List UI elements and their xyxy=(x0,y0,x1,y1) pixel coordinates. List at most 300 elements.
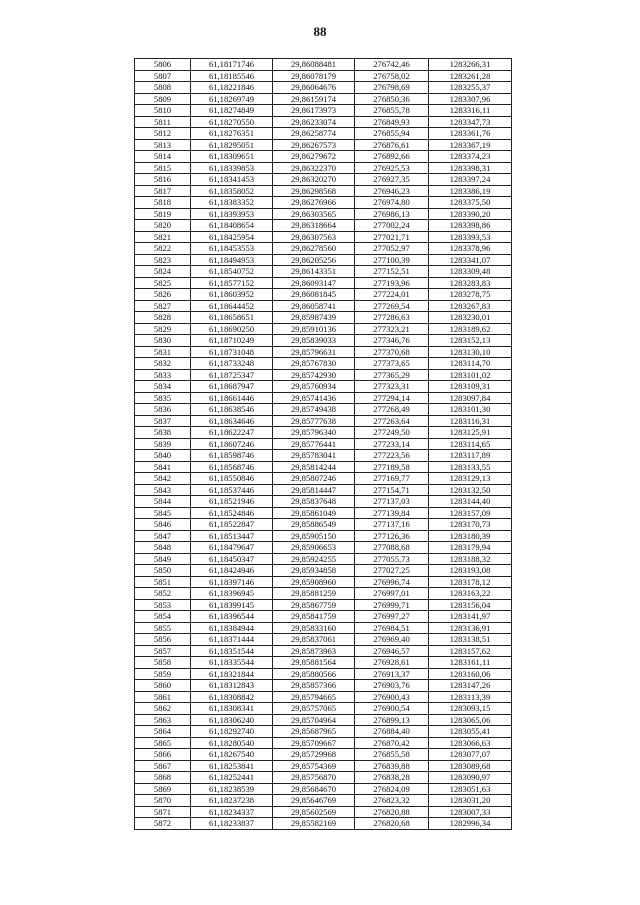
point-number-cell: 5855 xyxy=(135,622,191,634)
point-number-cell: 5821 xyxy=(135,231,191,243)
longitude-cell: 29,85646769 xyxy=(273,795,355,807)
point-number-cell: 5872 xyxy=(135,818,191,830)
x-coordinate-cell: 277152,51 xyxy=(355,266,429,278)
table-row xyxy=(135,404,512,416)
point-number-cell: 5827 xyxy=(135,300,191,312)
x-coordinate-cell: 276996,74 xyxy=(355,576,429,588)
x-coordinate-cell: 277286,63 xyxy=(355,312,429,324)
y-coordinate-cell: 1283114,70 xyxy=(429,358,512,370)
y-coordinate-cell: 1283138,51 xyxy=(429,634,512,646)
y-coordinate-cell: 1283397,24 xyxy=(429,174,512,186)
table-row xyxy=(135,220,512,232)
x-coordinate-cell: 277373,65 xyxy=(355,358,429,370)
longitude-cell: 29,86088481 xyxy=(273,59,355,71)
x-coordinate-cell: 277370,68 xyxy=(355,346,429,358)
x-coordinate-cell: 276997,27 xyxy=(355,611,429,623)
table-row xyxy=(135,680,512,692)
x-coordinate-cell: 276913,37 xyxy=(355,668,429,680)
x-coordinate-cell: 276899,13 xyxy=(355,714,429,726)
latitude-cell: 61,18425954 xyxy=(191,231,273,243)
y-coordinate-cell: 1283141,97 xyxy=(429,611,512,623)
y-coordinate-cell: 1283161,11 xyxy=(429,657,512,669)
y-coordinate-cell: 1283129,13 xyxy=(429,473,512,485)
x-coordinate-cell: 276974,80 xyxy=(355,197,429,209)
y-coordinate-cell: 1282996,34 xyxy=(429,818,512,830)
longitude-cell: 29,86173973 xyxy=(273,105,355,117)
latitude-cell: 61,18267540 xyxy=(191,749,273,761)
x-coordinate-cell: 276876,61 xyxy=(355,139,429,151)
x-coordinate-cell: 277055,73 xyxy=(355,553,429,565)
y-coordinate-cell: 1283178,12 xyxy=(429,576,512,588)
point-number-cell: 5830 xyxy=(135,335,191,347)
point-number-cell: 5818 xyxy=(135,197,191,209)
x-coordinate-cell: 277137,16 xyxy=(355,519,429,531)
latitude-cell: 61,18234337 xyxy=(191,806,273,818)
table-row xyxy=(135,599,512,611)
latitude-cell: 61,18424946 xyxy=(191,565,273,577)
table-row xyxy=(135,461,512,473)
table-row xyxy=(135,772,512,784)
table-row xyxy=(135,59,512,71)
point-number-cell: 5848 xyxy=(135,542,191,554)
point-number-cell: 5866 xyxy=(135,749,191,761)
page-number: 88 xyxy=(313,24,327,39)
x-coordinate-cell: 276824,09 xyxy=(355,783,429,795)
longitude-cell: 29,85924255 xyxy=(273,553,355,565)
table-row xyxy=(135,450,512,462)
latitude-cell: 61,18312843 xyxy=(191,680,273,692)
y-coordinate-cell: 1283367,19 xyxy=(429,139,512,151)
x-coordinate-cell: 277137,03 xyxy=(355,496,429,508)
point-number-cell: 5845 xyxy=(135,507,191,519)
point-number-cell: 5843 xyxy=(135,484,191,496)
x-coordinate-cell: 276742,46 xyxy=(355,59,429,71)
longitude-cell: 29,85754369 xyxy=(273,760,355,772)
x-coordinate-cell: 277223,56 xyxy=(355,450,429,462)
table-row xyxy=(135,749,512,761)
table-row xyxy=(135,818,512,830)
table-row xyxy=(135,760,512,772)
table-row xyxy=(135,438,512,450)
y-coordinate-cell: 1283130,10 xyxy=(429,346,512,358)
latitude-cell: 61,18270550 xyxy=(191,116,273,128)
table-row xyxy=(135,174,512,186)
x-coordinate-cell: 276855,58 xyxy=(355,749,429,761)
longitude-cell: 29,85861049 xyxy=(273,507,355,519)
y-coordinate-cell: 1283136,91 xyxy=(429,622,512,634)
x-coordinate-cell: 276969,40 xyxy=(355,634,429,646)
point-number-cell: 5834 xyxy=(135,381,191,393)
longitude-cell: 29,86258774 xyxy=(273,128,355,140)
table-row xyxy=(135,128,512,140)
x-coordinate-cell: 277268,49 xyxy=(355,404,429,416)
point-number-cell: 5810 xyxy=(135,105,191,117)
longitude-cell: 29,85839033 xyxy=(273,335,355,347)
point-number-cell: 5823 xyxy=(135,254,191,266)
longitude-cell: 29,85807246 xyxy=(273,473,355,485)
longitude-cell: 29,85783041 xyxy=(273,450,355,462)
y-coordinate-cell: 1283375,50 xyxy=(429,197,512,209)
table-row xyxy=(135,197,512,209)
longitude-cell: 29,85910136 xyxy=(273,323,355,335)
y-coordinate-cell: 1283007,33 xyxy=(429,806,512,818)
longitude-cell: 29,85908960 xyxy=(273,576,355,588)
latitude-cell: 61,18577152 xyxy=(191,277,273,289)
y-coordinate-cell: 1283398,86 xyxy=(429,220,512,232)
x-coordinate-cell: 277323,31 xyxy=(355,381,429,393)
longitude-cell: 29,85757065 xyxy=(273,703,355,715)
longitude-cell: 29,85796340 xyxy=(273,427,355,439)
x-coordinate-cell: 277365,29 xyxy=(355,369,429,381)
point-number-cell: 5847 xyxy=(135,530,191,542)
x-coordinate-cell: 276946,57 xyxy=(355,645,429,657)
y-coordinate-cell: 1283051,63 xyxy=(429,783,512,795)
x-coordinate-cell: 277126,36 xyxy=(355,530,429,542)
x-coordinate-cell: 276986,13 xyxy=(355,208,429,220)
longitude-cell: 29,85729968 xyxy=(273,749,355,761)
table-row xyxy=(135,588,512,600)
y-coordinate-cell: 1283283,83 xyxy=(429,277,512,289)
x-coordinate-cell: 276820,88 xyxy=(355,806,429,818)
latitude-cell: 61,18371444 xyxy=(191,634,273,646)
latitude-cell: 61,18521946 xyxy=(191,496,273,508)
latitude-cell: 61,18252441 xyxy=(191,772,273,784)
point-number-cell: 5852 xyxy=(135,588,191,600)
latitude-cell: 61,18308341 xyxy=(191,703,273,715)
table-row xyxy=(135,185,512,197)
x-coordinate-cell: 276928,61 xyxy=(355,657,429,669)
table-row xyxy=(135,208,512,220)
y-coordinate-cell: 1283378,96 xyxy=(429,243,512,255)
point-number-cell: 5846 xyxy=(135,519,191,531)
x-coordinate-cell: 277021,71 xyxy=(355,231,429,243)
x-coordinate-cell: 277249,50 xyxy=(355,427,429,439)
longitude-cell: 29,86064676 xyxy=(273,82,355,94)
point-number-cell: 5836 xyxy=(135,404,191,416)
point-number-cell: 5844 xyxy=(135,496,191,508)
y-coordinate-cell: 1283361,76 xyxy=(429,128,512,140)
x-coordinate-cell: 276798,69 xyxy=(355,82,429,94)
table-row xyxy=(135,530,512,542)
point-number-cell: 5868 xyxy=(135,772,191,784)
longitude-cell: 29,86278560 xyxy=(273,243,355,255)
latitude-cell: 61,18607246 xyxy=(191,438,273,450)
latitude-cell: 61,18339853 xyxy=(191,162,273,174)
point-number-cell: 5826 xyxy=(135,289,191,301)
latitude-cell: 61,18295051 xyxy=(191,139,273,151)
longitude-cell: 29,85934858 xyxy=(273,565,355,577)
latitude-cell: 61,18634646 xyxy=(191,415,273,427)
x-coordinate-cell: 277263,64 xyxy=(355,415,429,427)
y-coordinate-cell: 1283065,06 xyxy=(429,714,512,726)
longitude-cell: 29,85880566 xyxy=(273,668,355,680)
latitude-cell: 61,18731048 xyxy=(191,346,273,358)
table-row xyxy=(135,369,512,381)
x-coordinate-cell: 277224,01 xyxy=(355,289,429,301)
table-row xyxy=(135,473,512,485)
latitude-cell: 61,18622247 xyxy=(191,427,273,439)
table-row xyxy=(135,726,512,738)
table-row xyxy=(135,392,512,404)
x-coordinate-cell: 276900,54 xyxy=(355,703,429,715)
y-coordinate-cell: 1283398,31 xyxy=(429,162,512,174)
latitude-cell: 61,18358052 xyxy=(191,185,273,197)
latitude-cell: 61,18335544 xyxy=(191,657,273,669)
table-row xyxy=(135,312,512,324)
point-number-cell: 5859 xyxy=(135,668,191,680)
x-coordinate-cell: 276892,66 xyxy=(355,151,429,163)
x-coordinate-cell: 276823,32 xyxy=(355,795,429,807)
point-number-cell: 5825 xyxy=(135,277,191,289)
longitude-cell: 29,85881564 xyxy=(273,657,355,669)
x-coordinate-cell: 276820,68 xyxy=(355,818,429,830)
point-number-cell: 5829 xyxy=(135,323,191,335)
y-coordinate-cell: 1283393,53 xyxy=(429,231,512,243)
x-coordinate-cell: 276850,36 xyxy=(355,93,429,105)
table-row xyxy=(135,806,512,818)
y-coordinate-cell: 1283309,48 xyxy=(429,266,512,278)
longitude-cell: 29,85582169 xyxy=(273,818,355,830)
x-coordinate-cell: 276903,76 xyxy=(355,680,429,692)
longitude-cell: 29,85867759 xyxy=(273,599,355,611)
y-coordinate-cell: 1283341,07 xyxy=(429,254,512,266)
table-row xyxy=(135,139,512,151)
latitude-cell: 61,18383352 xyxy=(191,197,273,209)
table-row xyxy=(135,82,512,94)
x-coordinate-cell: 277269,54 xyxy=(355,300,429,312)
y-coordinate-cell: 1283125,91 xyxy=(429,427,512,439)
table-row xyxy=(135,795,512,807)
longitude-cell: 29,85794665 xyxy=(273,691,355,703)
longitude-cell: 29,86233074 xyxy=(273,116,355,128)
table-row xyxy=(135,346,512,358)
y-coordinate-cell: 1283230,01 xyxy=(429,312,512,324)
point-number-cell: 5860 xyxy=(135,680,191,692)
point-number-cell: 5864 xyxy=(135,726,191,738)
x-coordinate-cell: 276999,71 xyxy=(355,599,429,611)
y-coordinate-cell: 1283113,39 xyxy=(429,691,512,703)
y-coordinate-cell: 1283157,62 xyxy=(429,645,512,657)
point-number-cell: 5824 xyxy=(135,266,191,278)
latitude-cell: 61,18494953 xyxy=(191,254,273,266)
y-coordinate-cell: 1283097,84 xyxy=(429,392,512,404)
longitude-cell: 29,86143351 xyxy=(273,266,355,278)
point-number-cell: 5812 xyxy=(135,128,191,140)
latitude-cell: 61,18524846 xyxy=(191,507,273,519)
point-number-cell: 5816 xyxy=(135,174,191,186)
point-number-cell: 5806 xyxy=(135,59,191,71)
latitude-cell: 61,18396544 xyxy=(191,611,273,623)
latitude-cell: 61,18710249 xyxy=(191,335,273,347)
table-row xyxy=(135,415,512,427)
longitude-cell: 29,86298568 xyxy=(273,185,355,197)
table-row xyxy=(135,151,512,163)
point-number-cell: 5817 xyxy=(135,185,191,197)
longitude-cell: 29,85704964 xyxy=(273,714,355,726)
latitude-cell: 61,18522847 xyxy=(191,519,273,531)
y-coordinate-cell: 1283170,73 xyxy=(429,519,512,531)
latitude-cell: 61,18274849 xyxy=(191,105,273,117)
y-coordinate-cell: 1283116,31 xyxy=(429,415,512,427)
latitude-cell: 61,18687947 xyxy=(191,381,273,393)
longitude-cell: 29,85905150 xyxy=(273,530,355,542)
point-number-cell: 5835 xyxy=(135,392,191,404)
x-coordinate-cell: 276855,78 xyxy=(355,105,429,117)
point-number-cell: 5850 xyxy=(135,565,191,577)
longitude-cell: 29,85602569 xyxy=(273,806,355,818)
table-row xyxy=(135,783,512,795)
y-coordinate-cell: 1283117,89 xyxy=(429,450,512,462)
x-coordinate-cell: 276870,42 xyxy=(355,737,429,749)
x-coordinate-cell: 277193,96 xyxy=(355,277,429,289)
y-coordinate-cell: 1283267,83 xyxy=(429,300,512,312)
latitude-cell: 61,18253841 xyxy=(191,760,273,772)
latitude-cell: 61,18733248 xyxy=(191,358,273,370)
y-coordinate-cell: 1283093,15 xyxy=(429,703,512,715)
latitude-cell: 61,18479647 xyxy=(191,542,273,554)
x-coordinate-cell: 276884,40 xyxy=(355,726,429,738)
y-coordinate-cell: 1283266,31 xyxy=(429,59,512,71)
x-coordinate-cell: 276997,01 xyxy=(355,588,429,600)
latitude-cell: 61,18292740 xyxy=(191,726,273,738)
point-number-cell: 5869 xyxy=(135,783,191,795)
longitude-cell: 29,85857366 xyxy=(273,680,355,692)
x-coordinate-cell: 276925,53 xyxy=(355,162,429,174)
latitude-cell: 61,18237238 xyxy=(191,795,273,807)
table-row xyxy=(135,266,512,278)
point-number-cell: 5863 xyxy=(135,714,191,726)
table-row xyxy=(135,105,512,117)
longitude-cell: 29,85796631 xyxy=(273,346,355,358)
y-coordinate-cell: 1283090,97 xyxy=(429,772,512,784)
x-coordinate-cell: 276758,02 xyxy=(355,70,429,82)
latitude-cell: 61,18540752 xyxy=(191,266,273,278)
latitude-cell: 61,18658651 xyxy=(191,312,273,324)
longitude-cell: 29,86093147 xyxy=(273,277,355,289)
x-coordinate-cell: 277088,68 xyxy=(355,542,429,554)
y-coordinate-cell: 1283066,63 xyxy=(429,737,512,749)
table-row xyxy=(135,507,512,519)
point-number-cell: 5840 xyxy=(135,450,191,462)
latitude-cell: 61,18384944 xyxy=(191,622,273,634)
longitude-cell: 29,85767830 xyxy=(273,358,355,370)
point-number-cell: 5867 xyxy=(135,760,191,772)
table-row xyxy=(135,565,512,577)
y-coordinate-cell: 1283089,68 xyxy=(429,760,512,772)
point-number-cell: 5811 xyxy=(135,116,191,128)
latitude-cell: 61,18603952 xyxy=(191,289,273,301)
latitude-cell: 61,18280540 xyxy=(191,737,273,749)
y-coordinate-cell: 1283374,23 xyxy=(429,151,512,163)
y-coordinate-cell: 1283156,04 xyxy=(429,599,512,611)
longitude-cell: 29,86276966 xyxy=(273,197,355,209)
latitude-cell: 61,18598746 xyxy=(191,450,273,462)
point-number-cell: 5851 xyxy=(135,576,191,588)
point-number-cell: 5858 xyxy=(135,657,191,669)
latitude-cell: 61,18321844 xyxy=(191,668,273,680)
point-number-cell: 5841 xyxy=(135,461,191,473)
y-coordinate-cell: 1283261,28 xyxy=(429,70,512,82)
table-row xyxy=(135,657,512,669)
longitude-cell: 29,85741436 xyxy=(273,392,355,404)
table-row xyxy=(135,289,512,301)
y-coordinate-cell: 1283077,07 xyxy=(429,749,512,761)
longitude-cell: 29,85987439 xyxy=(273,312,355,324)
latitude-cell: 61,18725347 xyxy=(191,369,273,381)
x-coordinate-cell: 277052,97 xyxy=(355,243,429,255)
table-row xyxy=(135,542,512,554)
longitude-cell: 29,86320270 xyxy=(273,174,355,186)
latitude-cell: 61,18276351 xyxy=(191,128,273,140)
longitude-cell: 29,85837061 xyxy=(273,634,355,646)
latitude-cell: 61,18308842 xyxy=(191,691,273,703)
x-coordinate-cell: 276900,43 xyxy=(355,691,429,703)
longitude-cell: 29,86081845 xyxy=(273,289,355,301)
y-coordinate-cell: 1283316,11 xyxy=(429,105,512,117)
longitude-cell: 29,86205256 xyxy=(273,254,355,266)
point-number-cell: 5865 xyxy=(135,737,191,749)
x-coordinate-cell: 277323,21 xyxy=(355,323,429,335)
latitude-cell: 61,18397146 xyxy=(191,576,273,588)
longitude-cell: 29,85906653 xyxy=(273,542,355,554)
latitude-cell: 61,18550846 xyxy=(191,473,273,485)
point-number-cell: 5837 xyxy=(135,415,191,427)
latitude-cell: 61,18269749 xyxy=(191,93,273,105)
y-coordinate-cell: 1283307,96 xyxy=(429,93,512,105)
point-number-cell: 5861 xyxy=(135,691,191,703)
table-row xyxy=(135,358,512,370)
table-row xyxy=(135,703,512,715)
point-number-cell: 5813 xyxy=(135,139,191,151)
x-coordinate-cell: 277139,84 xyxy=(355,507,429,519)
longitude-cell: 29,85756870 xyxy=(273,772,355,784)
longitude-cell: 29,86322370 xyxy=(273,162,355,174)
point-number-cell: 5822 xyxy=(135,243,191,255)
x-coordinate-cell: 277189,58 xyxy=(355,461,429,473)
point-number-cell: 5856 xyxy=(135,634,191,646)
latitude-cell: 61,18306240 xyxy=(191,714,273,726)
longitude-cell: 29,86058741 xyxy=(273,300,355,312)
table-row xyxy=(135,231,512,243)
longitude-cell: 29,85684670 xyxy=(273,783,355,795)
latitude-cell: 61,18399145 xyxy=(191,599,273,611)
point-number-cell: 5853 xyxy=(135,599,191,611)
y-coordinate-cell: 1283109,31 xyxy=(429,381,512,393)
table-row xyxy=(135,496,512,508)
table-row xyxy=(135,691,512,703)
x-coordinate-cell: 276839,88 xyxy=(355,760,429,772)
point-number-cell: 5809 xyxy=(135,93,191,105)
longitude-cell: 29,85814447 xyxy=(273,484,355,496)
y-coordinate-cell: 1283180,39 xyxy=(429,530,512,542)
y-coordinate-cell: 1283278,75 xyxy=(429,289,512,301)
table-row xyxy=(135,70,512,82)
table-row xyxy=(135,323,512,335)
point-number-cell: 5849 xyxy=(135,553,191,565)
x-coordinate-cell: 276849,93 xyxy=(355,116,429,128)
y-coordinate-cell: 1283031,20 xyxy=(429,795,512,807)
point-number-cell: 5857 xyxy=(135,645,191,657)
latitude-cell: 61,18638546 xyxy=(191,404,273,416)
point-number-cell: 5807 xyxy=(135,70,191,82)
point-number-cell: 5838 xyxy=(135,427,191,439)
table-row xyxy=(135,668,512,680)
y-coordinate-cell: 1283347,73 xyxy=(429,116,512,128)
table-row xyxy=(135,254,512,266)
longitude-cell: 29,86303565 xyxy=(273,208,355,220)
longitude-cell: 29,85814244 xyxy=(273,461,355,473)
x-coordinate-cell: 277027,25 xyxy=(355,565,429,577)
